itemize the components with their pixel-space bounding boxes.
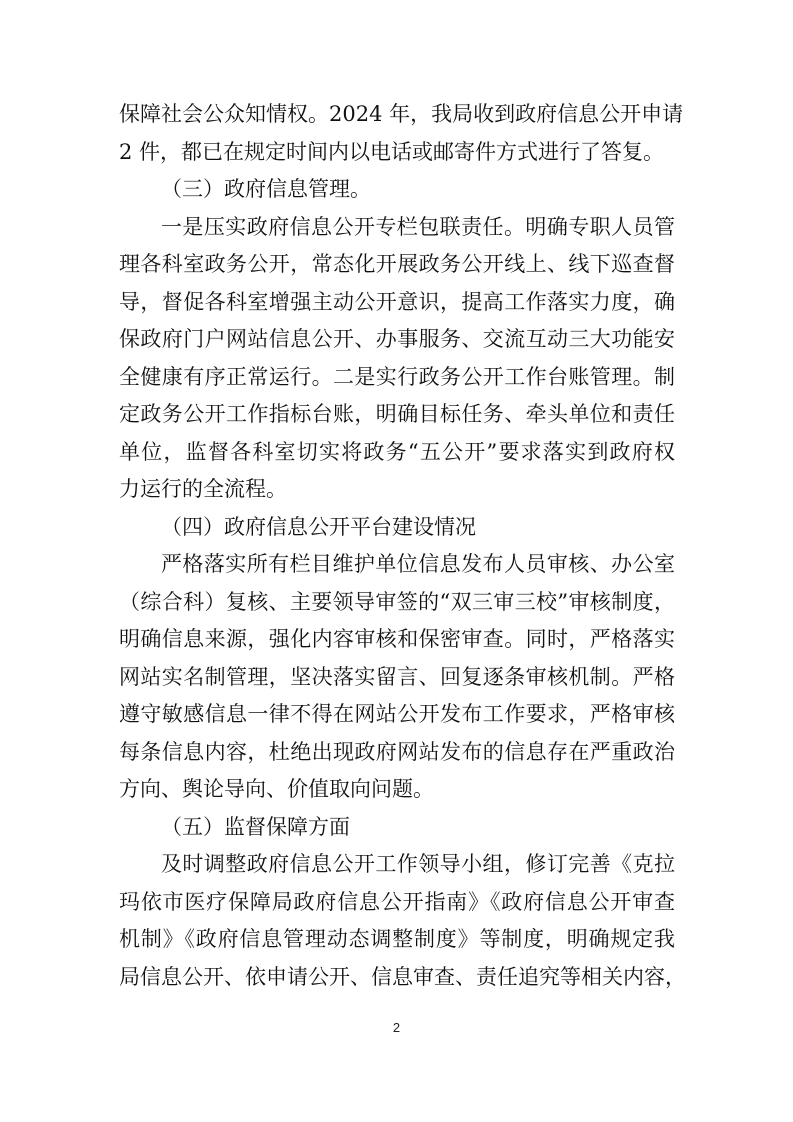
paragraph-line: （综合科）复核、主要领导审签的“双三审三校”审核制度， xyxy=(119,589,675,614)
page-number: 2 xyxy=(392,1020,401,1035)
paragraph-line: 每条信息内容，杜绝出现政府网站发布的信息存在严重政治 xyxy=(119,739,675,764)
paragraph-line: 局信息公开、依申请公开、信息审查、责任追究等相关内容， xyxy=(119,964,686,989)
section-heading: （三）政府信息管理。 xyxy=(161,177,371,201)
paragraph-line: 定政务公开工作指标台账，明确目标任务、牵头单位和责任 xyxy=(119,402,675,426)
paragraph-line: 机制》《政府信息管理动态调整制度》等制度，明确规定我 xyxy=(119,927,675,951)
section-heading: （四）政府信息公开平台建设情况 xyxy=(161,514,476,539)
paragraph-line: 明确信息来源，强化内容审核和保密审查。同时，严格落实 xyxy=(119,627,675,651)
paragraph-line: 力运行的全流程。 xyxy=(119,477,287,501)
paragraph-line: 玛依市医疗保障局政府信息公开指南》《政府信息公开审查 xyxy=(119,889,675,914)
paragraph-line: 严格落实所有栏目维护单位信息发布人员审核、办公室 xyxy=(161,552,675,576)
section-heading: （五）监督保障方面 xyxy=(161,814,350,839)
paragraph-line: 一是压实政府信息公开专栏包联责任。明确专职人员管 xyxy=(161,214,675,239)
paragraph-line: 遵守敏感信息一律不得在网站公开发布工作要求，严格审核 xyxy=(119,702,675,726)
paragraph-line: 保政府门户网站信息公开、办事服务、交流互动三大功能安 xyxy=(119,327,675,351)
paragraph-line: 全健康有序正常运行。二是实行政务公开工作台账管理。制 xyxy=(119,364,675,389)
paragraph-line: 导，督促各科室增强主动公开意识，提高工作落实力度，确 xyxy=(119,289,675,314)
paragraph-line: 及时调整政府信息公开工作领导小组，修订完善《克拉 xyxy=(161,852,675,876)
paragraph-line: 网站实名制管理，坚决落实留言、回复逐条审核机制。严格 xyxy=(119,664,675,689)
paragraph-line: 2 件，都已在规定时间内以电话或邮寄件方式进行了答复。 xyxy=(119,139,665,164)
paragraph-line: 方向、舆论导向、价值取向问题。 xyxy=(119,777,434,801)
document-body xyxy=(119,96,686,996)
paragraph-line: 保障社会公众知情权。2024 年，我局收到政府信息公开申请 xyxy=(119,102,684,126)
paragraph-line: 单位，监督各科室切实将政务“五公开”要求落实到政府权 xyxy=(119,439,675,464)
paragraph-line: 理各科室政务公开，常态化开展政务公开线上、线下巡查督 xyxy=(119,252,675,276)
